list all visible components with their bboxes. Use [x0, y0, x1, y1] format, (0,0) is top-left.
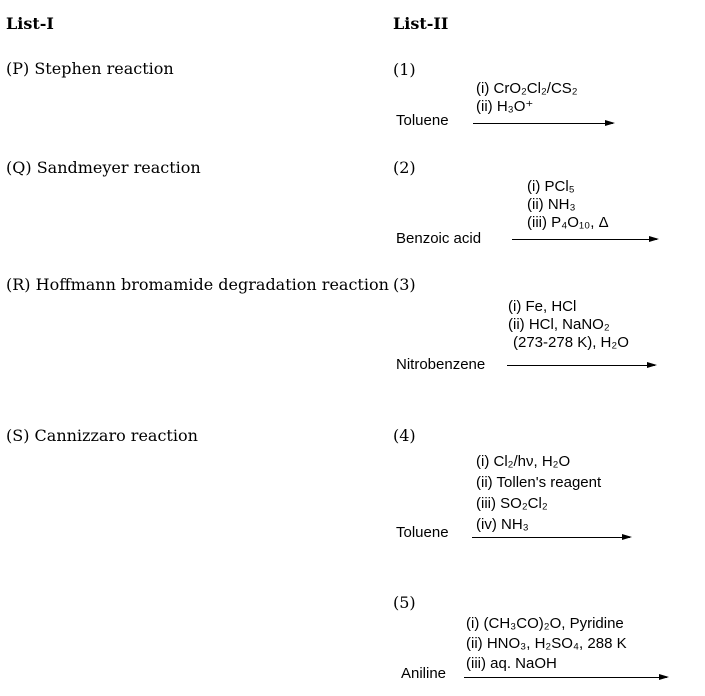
reaction-arrow-1	[473, 123, 613, 124]
reagent-step: (ii) HCl, NaNO₂	[508, 316, 610, 333]
reagent-step: (iii) P₄O₁₀, Δ	[527, 214, 609, 231]
reagent-step: (i) (CH₃CO)₂O, Pyridine	[466, 615, 624, 632]
list-1-item-s: (S) Cannizzaro reaction	[6, 426, 198, 445]
list-2-item-1-number: (1)	[393, 60, 416, 79]
list-2-item-5-number: (5)	[393, 593, 416, 612]
list-1-header: List-I	[6, 14, 54, 33]
reagent-step: (iii) aq. NaOH	[466, 655, 557, 672]
reagent-step: (ii) H₃O⁺	[476, 98, 534, 115]
reagent-step: (i) PCl₅	[527, 178, 575, 195]
list-2-item-4-reagents	[476, 451, 601, 535]
reaction-arrow-2	[512, 239, 657, 240]
reagent-step: (i) CrO₂Cl₂/CS₂	[476, 80, 578, 97]
list-2-header: List-II	[393, 14, 449, 33]
list-2-item-1-reagents	[476, 80, 578, 116]
reaction-arrow-4	[472, 537, 630, 538]
list-2-item-2-number: (2)	[393, 158, 416, 177]
list-1-item-p: (P) Stephen reaction	[6, 59, 174, 78]
list-1-item-q: (Q) Sandmeyer reaction	[6, 158, 201, 177]
reagent-step: (iii) SO₂Cl₂	[476, 495, 548, 512]
reagent-step: (ii) HNO₃, H₂SO₄, 288 K	[466, 635, 627, 652]
list-2-item-5-reagents	[466, 614, 627, 674]
list-2-item-2-reagents	[527, 178, 609, 232]
list-2-item-4-number: (4)	[393, 426, 416, 445]
reagent-step: (ii) NH₃	[527, 196, 576, 213]
list-2-item-1-reactant: Toluene	[396, 112, 449, 129]
list-2-item-2-reactant: Benzoic acid	[396, 230, 482, 247]
reaction-arrow-3	[507, 365, 655, 366]
reaction-arrow-5	[464, 677, 667, 678]
reagent-step: (i) Cl₂/hν, H₂O	[476, 453, 571, 470]
reagent-step: (iv) NH₃	[476, 516, 529, 533]
reagent-step: (273-278 K), H₂O	[513, 334, 629, 351]
list-2-item-3-number: (3)	[393, 275, 416, 294]
list-2-item-3-reactant: Nitrobenzene	[396, 356, 486, 373]
reagent-step: (i) Fe, HCl	[508, 298, 577, 315]
reagent-step: (ii) Tollen's reagent	[476, 474, 602, 491]
list-2-item-3-reagents	[508, 298, 629, 352]
list-1-item-r: (R) Hoffmann bromamide degradation reaction	[6, 275, 389, 294]
list-2-item-4-reactant: Toluene	[396, 524, 449, 541]
list-2-item-5-reactant: Aniline	[401, 665, 447, 682]
